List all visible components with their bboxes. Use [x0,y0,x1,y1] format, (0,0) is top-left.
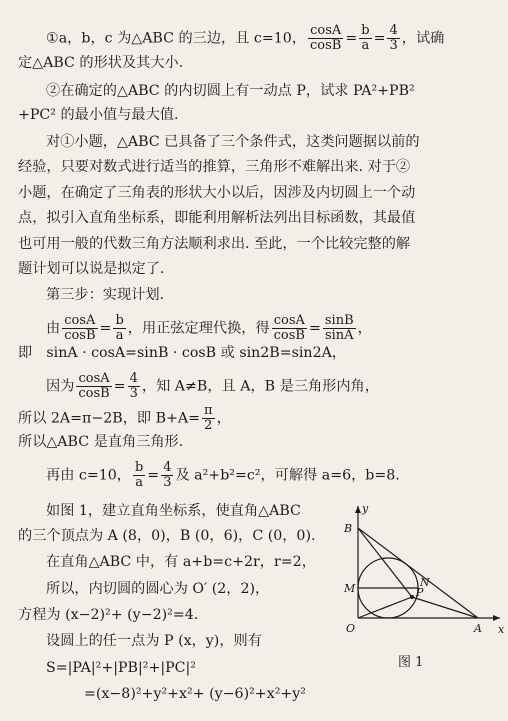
line-22: 方程为 (x−2)²+ (y−2)²=4. [18,607,199,623]
figure-1-diagram [338,500,506,660]
x-axis-arrow-icon [493,615,500,621]
line-21: 所以，内切圆的圆心为 O′ (2，2)， [46,581,270,597]
line-11: 第三步：实现计划. [46,287,165,303]
line-20: 在直角△ABC 中，有 a+b=c+2r，r=2， [46,554,316,570]
line-8: 点，拟引入直角坐标系，即能利用解析法列出目标函数，其最值 [18,210,416,226]
segment-PA [412,597,478,618]
figure-caption: 图 1 [398,655,424,670]
line-12: 由 $\frac{\cos A}{\cos B}$ = $\frac{b}{a}$ ，用正弦定理代换，得 $\frac{\cos A}{\cos B}$ = $\frac{\sin B}{\sin A}$ ， [46,313,372,343]
segment-PC [358,597,412,618]
line-10: 题计划可以说是拟定了. [18,261,165,277]
fraction-4-3: $\frac{4}{3}$ [389,23,398,53]
line-25: =(x−8)²+y²+x²+ (y−6)²+x²+y² [84,686,306,702]
line-9: 也可用一般的代数三角方法顺利求出. 至此，一个比较完整的解 [18,236,411,252]
point-P [410,595,414,599]
line-14: 因为 $\frac{\cos A}{\cos B}$ = $\frac{4}{3}$ ，知 A≠B，且 A，B 是三角形内角， [46,371,379,401]
fraction-b-a: $\frac{b}{a}$ [361,23,370,53]
line-4: +PC² 的最小值与最大值. [18,107,179,123]
line-1: ①a，b，c 为△ABC 的三边，且 c=10， $\frac{\cos A}{\cos B}$ = $\frac{b}{a}$ = $\frac{4}{3}$ ，试确 [46,23,445,53]
label-x: x [498,623,505,636]
line-19: 的三个顶点为 A (8，0)，B (0，6)，C (0，0). [18,528,316,544]
line-6: 经验，只要对数式进行适当的推算，三角形不难解出来. 对于② [18,159,411,175]
label-P: P [416,586,424,599]
line-18: 如图 1，建立直角坐标系，使直角△ABC [46,503,301,519]
fraction-cosA-cosB: $\frac{\cos A}{\cos B}$ [310,23,342,53]
line-17: 再由 c=10， $\frac{b}{a}$ = $\frac{4}{3}$ 及 a²+b²=c²，可解得 a=6，b=8. [46,460,400,490]
line-23: 设圆上的任一点为 P (x，y)，则有 [46,633,262,649]
line-5: 对①小题，△ABC 已具备了三个条件式，这类问题据以前的 [46,134,420,150]
label-B: B [344,522,353,535]
line-13: 即 sinA · cosA=sinB · cosB 或 sin2B=sin2A， [18,345,347,361]
label-M: M [344,582,356,595]
label-N: N [420,576,430,589]
line-7: 小题，在确定了三角表的形状大小以后，因涉及内切圆上一个动 [18,185,416,201]
y-axis-arrow-icon [355,506,361,513]
line-24: S=|PA|²+|PB|²+|PC|² [46,660,196,676]
label-O: O [346,622,356,635]
hypotenuse-AB [358,528,478,618]
line-15: 所以 2A=π−2B，即 B+A= $\frac{\pi}{2}$ ， [18,403,231,433]
line-16: 所以△ABC 是直角三角形. [18,434,184,450]
label-y: y [362,502,369,515]
text: ①a，b，c 为△ABC 的三边，且 c=10， [46,30,307,47]
label-A: A [474,622,482,635]
line-3: ②在确定的△ABC 的内切圆上有一动点 P，试求 PA²+PB² [46,83,415,99]
line-2: 定△ABC 的形状及其大小. [18,55,184,71]
